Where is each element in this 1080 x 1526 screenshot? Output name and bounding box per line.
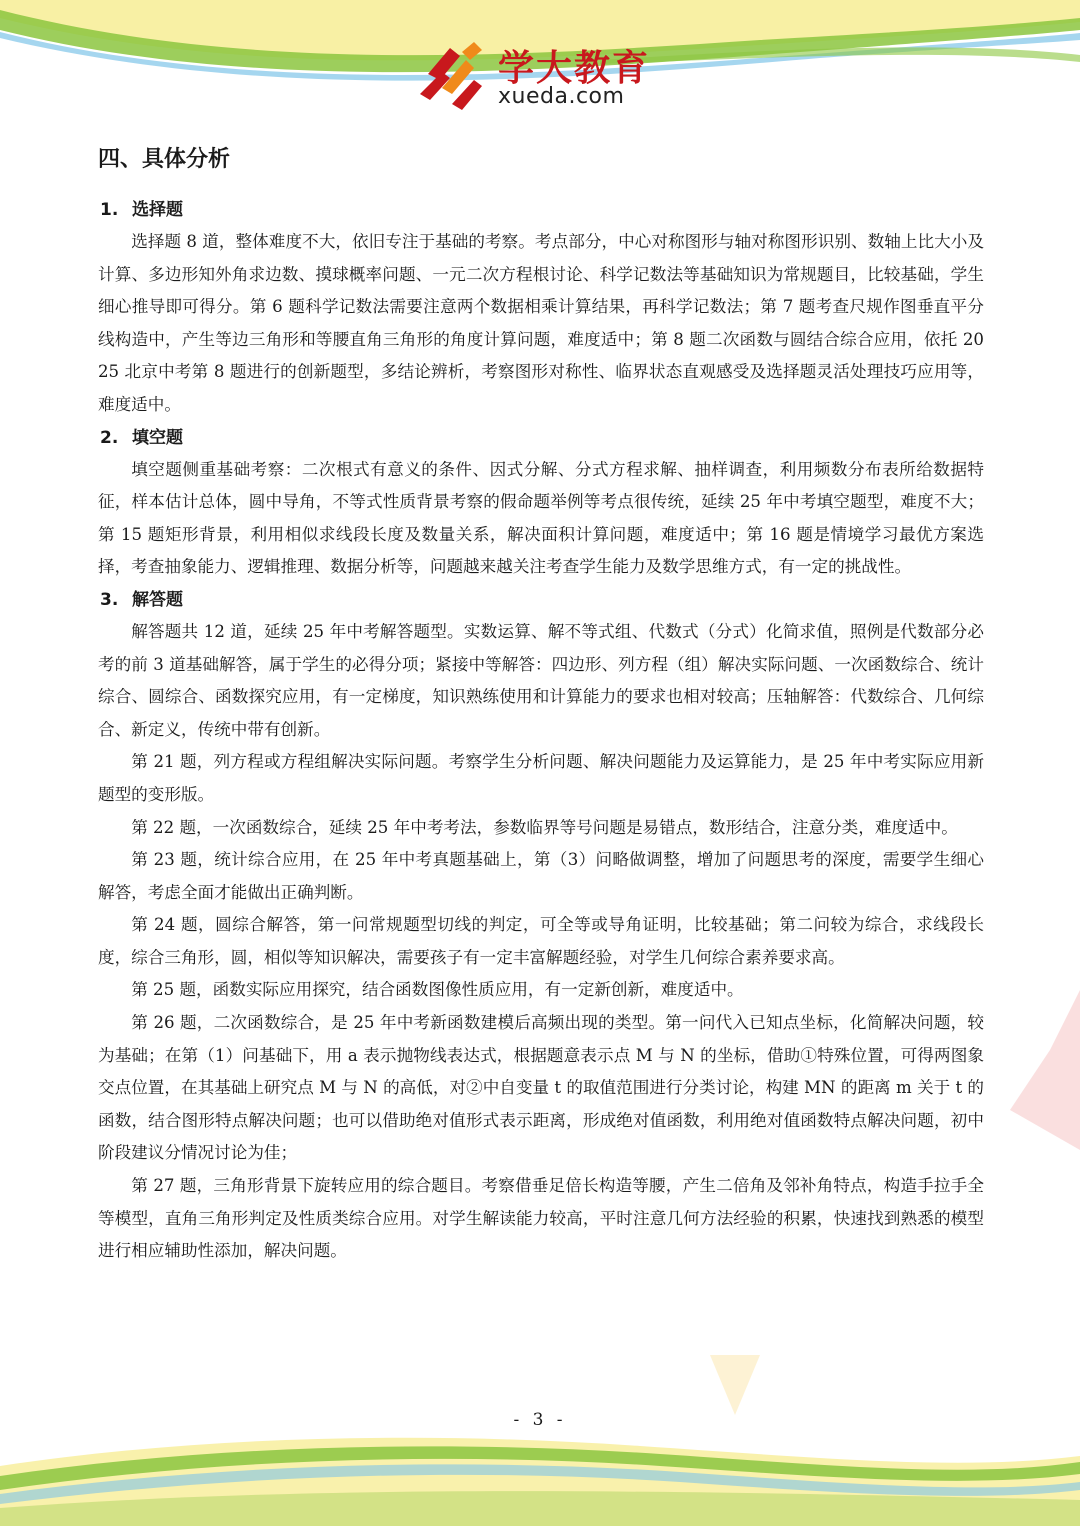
- subsection-title: 选择题: [132, 200, 183, 220]
- subsection-fill-in-blank: [98, 422, 984, 584]
- watermark-decoration: [970, 990, 1080, 1150]
- paragraph: 选择题 8 道，整体难度不大，依旧专注于基础的考察。考点部分，中心对称图形与轴对称图形识别、数轴上比大小及计算、多边形知外角求边数、摸球概率问题、一元二次方程根讨论、科学记数法等基础知识为常规题目，比较基础，学生细心推导即可得分。第 6 题科学记数法需要注意两个数据相乘计算结果，再科学记数法；第 7 题考查尺规作图垂直平分线构造中，产生等边三角形和等腰直角三角形的角度计算问题，难度适中；第 8 题二次函数与圆结合综合应用，依托 2025 北京中考第 8 题进行的创新题型，多结论辨析，考察图形对称性、临界状态直观感受及选择题灵活处理技巧应用等，难度适中。: [98, 232, 984, 414]
- subsection-title: 解答题: [132, 589, 183, 610]
- subsection-multiple-choice: [98, 194, 984, 422]
- paragraph: 第 22 题，一次函数综合，延续 25 年中考考法，参数临界等号问题是易错点，数形结合，注意分类，难度适中。: [131, 817, 958, 837]
- subsection-number: 3.: [100, 589, 119, 610]
- paragraph: 第 26 题，二次函数综合，是 25 年中考新函数建模后高频出现的类型。第一问代入已知点坐标，化简解决问题，较为基础；在第（1）问基础下，用 a 表示抛物线表达式，根据题意表示点 M 与 N 的坐标，借助①特殊位置，可得两图象交点位置，在其基础上研究点 M 与 N 的高低，对②中自变量 t 的取值范围进行分类讨论，构建 MN 的距离 m 关于 t 的函数，结合图形特点解决问题；也可以借助绝对值形式表示距离，形成绝对值函数，利用绝对值函数特点解决问题，初中阶段建议分情况讨论为佳；: [98, 1013, 984, 1163]
- subsection-heading: [98, 194, 984, 226]
- brand-name-cn: 学大教育: [498, 48, 651, 89]
- paragraph: 第 21 题，列方程或方程组解决实际问题。考察学生分析问题、解决问题能力及运算能力，是 25 年中考实际应用新题型的变形版。: [98, 752, 984, 804]
- paragraph: 解答题共 12 道，延续 25 年中考解答题型。实数运算、解不等式组、代数式（分式）化简求值，照例是代数部分必考的前 3 道基础解答，属于学生的必得分项；紧接中等解答：四边形、列方程（组）解决实际问题、一次函数综合、统计综合、圆综合、函数探究应用，有一定梯度，知识熟练使用和计算能力的要求也相对较高；压轴解答：代数综合、几何综合、新定义，传统中带有创新。: [98, 621, 984, 739]
- paragraph: 填空题侧重基础考察：二次根式有意义的条件、因式分解、分式方程求解、抽样调查，利用频数分布表所给数据特征，样本估计总体，圆中导角，不等式性质背景考察的假命题举例等考点很传统，延续 25 年中考填空题型，难度不大；第 15 题矩形背景，利用相似求线段长度及数量关系，解决面积计算问题，难度适中；第 16 题是情境学习最优方案选择，考查抽象能力、逻辑推理、数据分析等，问题越来越关注考查学生能力及数学思维方式，有一定的挑战性。: [98, 459, 984, 577]
- brand-domain: xueda.com: [498, 84, 625, 109]
- section-title: 四、具体分析: [98, 147, 231, 172]
- brand-logo: [416, 38, 676, 110]
- subsection-number: 2.: [100, 427, 119, 448]
- xueda-logo-icon: [416, 38, 496, 110]
- subsection-heading: [98, 584, 984, 616]
- subsection-heading: [98, 422, 984, 454]
- page-number: - 3 -: [513, 1410, 567, 1430]
- paragraph: 第 24 题，圆综合解答，第一问常规题型切线的判定，可全等或导角证明，比较基础；第二问较为综合，求线段长度，综合三角形，圆，相似等知识解决，需要孩子有一定丰富解题经验，对学生几何综合素养要求高。: [98, 915, 984, 967]
- paragraph: 第 27 题，三角形背景下旋转应用的综合题目。考察借垂足倍长构造等腰，产生二倍角及邻补角特点，构造手拉手全等模型，直角三角形判定及性质类综合应用。对学生解读能力较高，平时注意几何方法经验的积累，快速找到熟悉的模型进行相应辅助性添加，解决问题。: [98, 1176, 984, 1261]
- paragraph: 第 25 题，函数实际应用探究，结合函数图像性质应用，有一定新创新，难度适中。: [131, 980, 744, 1000]
- subsection-title: 填空题: [132, 427, 183, 448]
- footer-swoosh-decoration: [0, 1396, 1080, 1526]
- subsection-number: 1.: [100, 200, 119, 220]
- document-body: [98, 140, 984, 1268]
- paragraph: 第 23 题，统计综合应用，在 25 年中考真题基础上，第（3）问略做调整，增加了问题思考的深度，需要学生细心解答，考虑全面才能做出正确判断。: [98, 850, 984, 902]
- subsection-problem-solving: [98, 584, 984, 1268]
